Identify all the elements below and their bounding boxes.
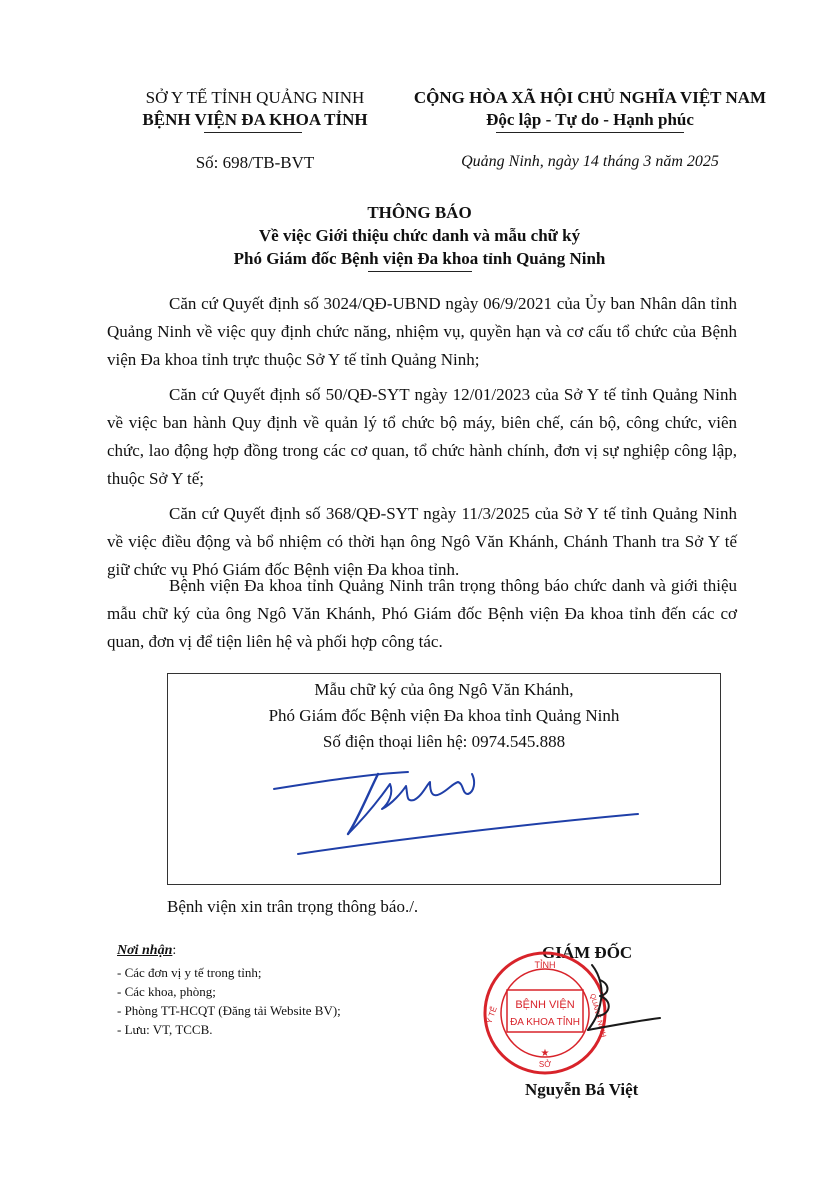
stamp-right-text: QUẢNG NINH xyxy=(588,993,607,1039)
director-signature xyxy=(570,960,670,1050)
stamp-center-line-2: ĐA KHOA TỈNH xyxy=(510,1017,580,1028)
specimen-line-1: Mẫu chữ ký của ông Ngô Văn Khánh, xyxy=(314,680,574,699)
specimen-signature xyxy=(168,674,720,884)
recipient-item: - Các đơn vị y tế trong tỉnh; xyxy=(117,965,262,980)
paragraph-1: Căn cứ Quyết định số 3024/QĐ-UBND ngày 06/9/2021 của Ủy ban Nhân dân tỉnh Quảng Ninh về việc quy định chức năng, nhiệm vụ, quyền hạn và cơ cấu tổ chức của Bệnh viện Đa khoa tỉnh trực thuộc Sở Y tế tỉnh Quảng Ninh; xyxy=(107,294,737,369)
recipients-title-text: Nơi nhận xyxy=(117,943,173,958)
org-parent: SỞ Y TẾ TỈNH QUẢNG NINH xyxy=(145,88,365,107)
recipients-title: Nơi nhận: xyxy=(117,943,177,958)
recipient-item: - Lưu: VT, TCCB. xyxy=(117,1022,213,1037)
paragraph-4: Bệnh viện Đa khoa tỉnh Quảng Ninh trân trọng thông báo chức danh và giới thiệu mẫu chữ ký của ông Ngô Văn Khánh, Phó Giám đốc Bệnh viện Đa khoa tỉnh đến các cơ quan, đơn vị để tiện liên hệ và phối hợp công tác. xyxy=(107,576,737,651)
doc-subtitle-2: Phó Giám đốc Bệnh viện Đa khoa tỉnh Quảng Ninh xyxy=(233,249,606,268)
closing-line: Bệnh viện xin trân trọng thông báo./. xyxy=(167,897,419,916)
signature-specimen-box xyxy=(167,673,721,885)
nation-title: CỘNG HÒA XÃ HỘI CHỦ NGHĨA VIỆT NAM xyxy=(413,88,767,107)
place-date: Quảng Ninh, ngày 14 tháng 3 năm 2025 xyxy=(461,153,719,170)
stamp-left-text: Y TẾ xyxy=(484,1005,499,1025)
paragraph-3: Căn cứ Quyết định số 368/QĐ-SYT ngày 11/3/2025 của Sở Y tế tỉnh Quảng Ninh về việc điều động và bổ nhiệm có thời hạn ông Ngô Văn Khánh, Chánh Thanh tra Sở Y tế giữ chức vụ Phó Giám đốc Bệnh viện Đa khoa tỉnh. xyxy=(107,504,737,579)
stamp-center-line-1: BỆNH VIỆN xyxy=(515,999,575,1011)
recipient-item: - Các khoa, phòng; xyxy=(117,984,216,999)
stamp-top-text: TỈNH xyxy=(534,960,556,970)
stamp-bottom-text: SỞ xyxy=(538,1060,552,1069)
title-underline xyxy=(368,271,472,272)
signer-name: Nguyễn Bá Việt xyxy=(525,1080,639,1099)
recipient-item: - Phòng TT-HCQT (Đăng tải Website BV); xyxy=(117,1003,341,1018)
doc-subtitle-1: Về việc Giới thiệu chức danh và mẫu chữ ký xyxy=(258,226,581,245)
paragraph-2: Căn cứ Quyết định số 50/QĐ-SYT ngày 12/01/2023 của Sở Y tế tỉnh Quảng Ninh về việc ban hành Quy định về quản lý tổ chức bộ máy, biên chế, cán bộ, công chức, viên chức, lao động hợp đồng trong các cơ quan, tổ chức hành chính, đơn vị sự nghiệp công lập, thuộc Sở Y tế; xyxy=(107,385,737,488)
specimen-phone: Số điện thoại liên hệ: 0974.545.888 xyxy=(322,732,566,751)
specimen-line-2: Phó Giám đốc Bệnh viện Đa khoa tỉnh Quảng Ninh xyxy=(268,706,620,725)
doc-number: Số: 698/TB-BVT xyxy=(195,153,315,172)
org-underline xyxy=(204,132,302,133)
motto-underline xyxy=(496,132,684,133)
doc-title: THÔNG BÁO xyxy=(367,203,472,222)
signer-position: GIÁM ĐỐC xyxy=(542,943,633,962)
org-name: BỆNH VIỆN ĐA KHOA TỈNH xyxy=(142,110,368,129)
motto: Độc lập - Tự do - Hạnh phúc xyxy=(486,110,694,129)
stamp-star: ★ xyxy=(540,1048,550,1059)
